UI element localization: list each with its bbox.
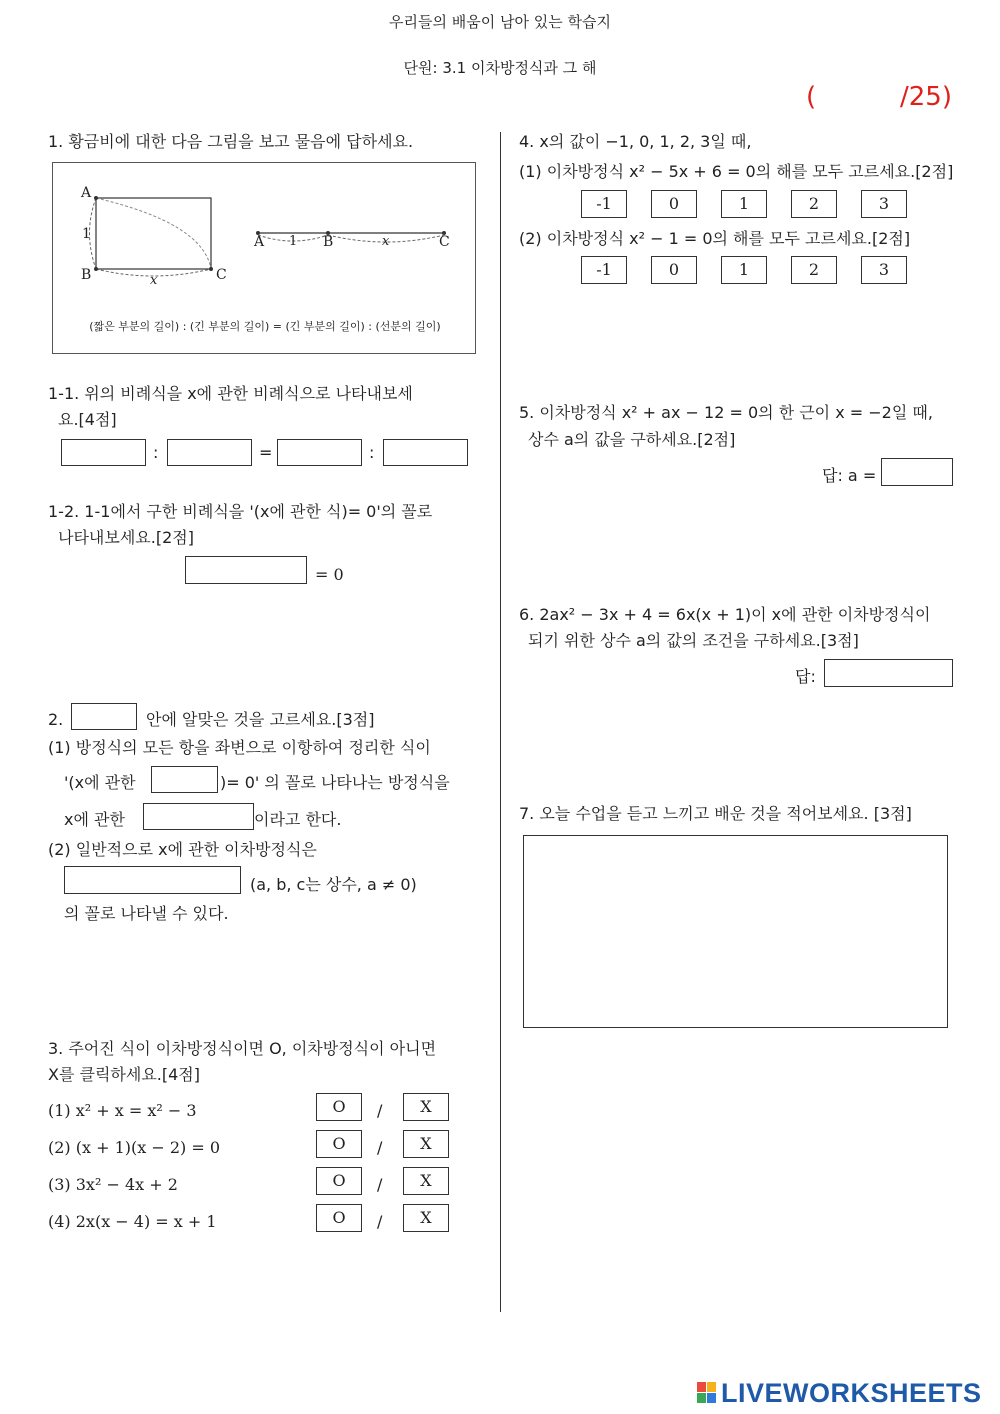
equation-answer[interactable] [185, 556, 307, 584]
q1-1-line2: 요.[4점] [58, 410, 117, 429]
ratio-colon-1: : [153, 443, 159, 462]
q2-p2-line1: (2) 일반적으로 x에 관한 이차방정식은 [48, 840, 317, 859]
q3-slash: / [377, 1212, 383, 1231]
q4-2-option[interactable]: 1 [721, 256, 767, 284]
q4-2-option[interactable]: -1 [581, 256, 627, 284]
q2-p1-line2-b: )= 0' 의 꼴로 나타나는 방정식을 [220, 773, 450, 792]
q7-reflection-textarea[interactable] [523, 835, 948, 1028]
q3-item-label: (1) x² + x = x² − 3 [48, 1101, 197, 1120]
q1-1-line1: 1-1. 위의 비례식을 x에 관한 비례식으로 나타내보세 [48, 384, 413, 403]
seg-label-a: A [254, 234, 265, 250]
q2-p2-line2: (a, b, c는 상수, a ≠ 0) [250, 875, 417, 894]
q4-1-option[interactable]: -1 [581, 190, 627, 218]
fig-label-x: x [150, 273, 158, 288]
column-divider [500, 132, 501, 1312]
q1-2-line2: 나타내보세요.[2점] [58, 528, 194, 547]
q5-answer-input[interactable] [881, 458, 953, 486]
q6-line1: 6. 2ax² − 3x + 4 = 6x(x + 1)이 x에 관한 이차방정식이 [519, 605, 931, 624]
q3-item-label: (4) 2x(x − 4) = x + 1 [48, 1212, 217, 1231]
q7-prompt: 7. 오늘 수업을 듣고 느끼고 배운 것을 적어보세요. [3점] [519, 804, 912, 823]
fig-label-c: C [216, 267, 227, 283]
fig-label-one: 1 [82, 226, 91, 242]
q1-2-line1: 1-2. 1-1에서 구한 비례식을 '(x에 관한 식)= 0'의 꼴로 [48, 502, 433, 521]
q2-p1-line3-a: x에 관한 [64, 810, 125, 829]
q3-line2: X를 클릭하세요.[4점] [48, 1065, 200, 1084]
q3-o-button[interactable]: O [316, 1204, 362, 1232]
worksheet-title: 우리들의 배움이 남아 있는 학습지 [389, 13, 611, 31]
q3-o-button[interactable]: O [316, 1093, 362, 1121]
ratio-colon-2: : [369, 443, 375, 462]
logo-icon [697, 1382, 717, 1404]
q2-number: 2. [48, 710, 64, 729]
q6-line2: 되기 위한 상수 a의 값의 조건을 구하세요.[3점] [528, 631, 859, 650]
ratio-answer-1[interactable] [61, 439, 146, 466]
seg-label-b: B [323, 234, 334, 250]
q2-blank-example [71, 703, 137, 730]
q4-2-option[interactable]: 0 [651, 256, 697, 284]
ratio-answer-3[interactable] [277, 439, 362, 466]
fig-label-a: A [81, 185, 92, 201]
score-open: ( [806, 82, 817, 112]
q1-prompt: 1. 황금비에 대한 다음 그림을 보고 물음에 답하세요. [48, 132, 414, 151]
q3-item-label: (3) 3x² − 4x + 2 [48, 1175, 178, 1194]
logo-text: LIVEWORKSHEETS [721, 1378, 982, 1408]
q6-answer-label: 답: [795, 667, 816, 686]
q4-2-option[interactable]: 3 [861, 256, 907, 284]
q3-slash: / [377, 1175, 383, 1194]
score-total: /25) [900, 82, 952, 112]
q2-p2-line3: 의 꼴로 나타낼 수 있다. [64, 904, 229, 923]
q3-x-button[interactable]: X [403, 1204, 449, 1232]
q5-answer-label: 답: a = [822, 466, 877, 485]
q4-1-option[interactable]: 2 [791, 190, 837, 218]
equals-zero: = 0 [315, 565, 344, 584]
q3-item-label: (2) (x + 1)(x − 2) = 0 [48, 1138, 221, 1157]
q2-blank-2[interactable] [143, 803, 254, 830]
q3-x-button[interactable]: X [403, 1130, 449, 1158]
q2-p1-line2-a: '(x에 관한 [64, 773, 136, 792]
golden-ratio-figure [52, 162, 476, 354]
q2-prompt: 안에 알맞은 것을 고르세요.[3점] [146, 710, 375, 729]
q6-answer-input[interactable] [824, 659, 953, 687]
fig-label-b: B [81, 267, 92, 283]
q4-1-option[interactable]: 0 [651, 190, 697, 218]
q4-p1: (1) 이차방정식 x² − 5x + 6 = 0의 해를 모두 고르세요.[2점] [519, 162, 954, 181]
ratio-equals: = [259, 443, 273, 462]
q2-p1-line3-b: 이라고 한다. [254, 810, 342, 829]
q3-o-button[interactable]: O [316, 1130, 362, 1158]
q4-p2: (2) 이차방정식 x² − 1 = 0의 해를 모두 고르세요.[2점] [519, 229, 911, 248]
q4-1-option[interactable]: 1 [721, 190, 767, 218]
q3-x-button[interactable]: X [403, 1167, 449, 1195]
q3-x-button[interactable]: X [403, 1093, 449, 1121]
seg-label-x: x [382, 234, 390, 249]
q3-slash: / [377, 1138, 383, 1157]
q5-line2: 상수 a의 값을 구하세요.[2점] [528, 430, 736, 449]
unit-title: 단원: 3.1 이차방정식과 그 해 [403, 59, 597, 77]
q4-2-option[interactable]: 2 [791, 256, 837, 284]
q3-o-button[interactable]: O [316, 1167, 362, 1195]
figure-caption: (짧은 부분의 길이) : (긴 부분의 길이) = (긴 부분의 길이) : (선분의 길이) [89, 320, 441, 333]
seg-label-c: C [439, 234, 450, 250]
liveworksheets-logo [697, 1378, 997, 1410]
q4-1-option[interactable]: 3 [861, 190, 907, 218]
q2-blank-3[interactable] [64, 866, 241, 894]
q2-p1-line1: (1) 방정식의 모든 항을 좌변으로 이항하여 정리한 식이 [48, 738, 431, 757]
q4-line1: 4. x의 값이 −1, 0, 1, 2, 3일 때, [519, 132, 752, 151]
seg-label-one: 1 [289, 234, 298, 249]
q3-line1: 3. 주어진 식이 이차방정식이면 O, 이차방정식이 아니면 [48, 1039, 437, 1058]
q5-line1: 5. 이차방정식 x² + ax − 12 = 0의 한 근이 x = −2일 때, [519, 403, 933, 422]
ratio-answer-4[interactable] [383, 439, 468, 466]
ratio-answer-2[interactable] [167, 439, 252, 466]
q3-slash: / [377, 1101, 383, 1120]
q2-blank-1[interactable] [151, 766, 218, 793]
